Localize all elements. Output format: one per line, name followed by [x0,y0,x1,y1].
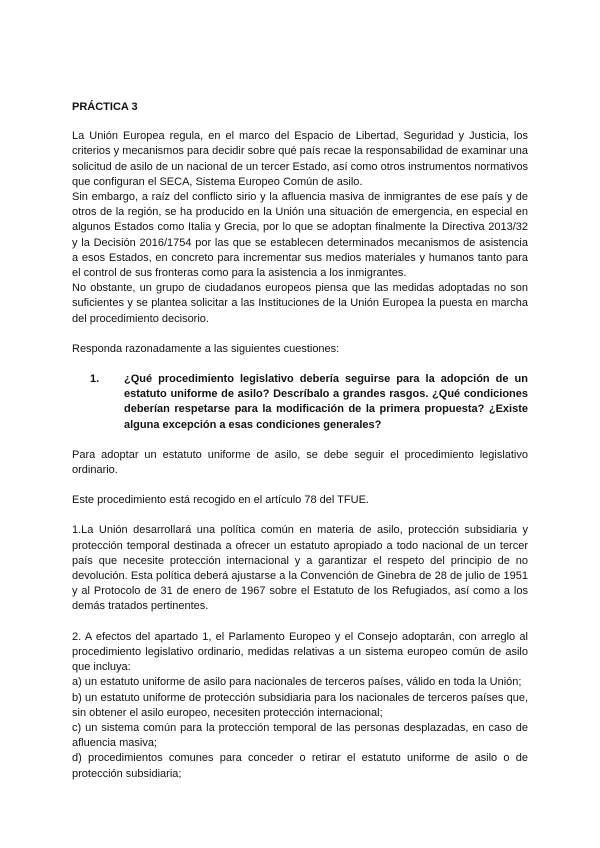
intro-section [72,129,528,327]
article-paragraph-1: 1.La Unión desarrollará una política común en materia de asilo, protección subsidiaria y protección temporal destinada a ofrecer un estatuto apropiado a todo nacional de un tercer país que necesite protección internacional y a garantizar el respeto del principio de no devolución. Esta política deberá ajustarse a la Convención de Ginebra de 28 de julio de 1951 y al Protocolo de 31 de enero de 1967 sobre el Estatuto de los Refugiados, así como a los demás tratados pertinentes. [72,524,528,613]
question-1 [72,372,528,433]
answer-paragraph-1: Para adoptar un estatuto uniforme de asilo, se debe seguir el procedimiento legislativo ordinario. [72,448,528,477]
answer-paragraph-2: Este procedimiento está recogido en el artículo 78 del TFUE. [72,494,369,507]
question-number: 1. [90,373,100,386]
article-paragraph-2-block [72,630,528,782]
intro-paragraph-2: Sin embargo, a raíz del conflicto sirio y la afluencia masiva de inmigrantes de ese país y de otros de la región, se ha producido en la Unión una situación de emergencia, en especial en algunos Estados como Italia y Grecia, por lo que se adoptan finalmente la Directiva 2013/32 y la Decisión 2016/1754 por las que se establecen determinados mecanismos de asistencia a esos Estados, en concreto para incrementar sus medios materiales y humanos tanto para el control de sus fronteras como para la asistencia a los inmigrantes. [72,191,528,280]
list-item-a: a) un estatuto uniforme de asilo para nacionales de terceros países, válido en toda la Unión; [72,676,522,689]
intro-paragraph-1: La Unión Europea regula, en el marco del Espacio de Libertad, Seguridad y Justicia, los criterios y mecanismos para decidir sobre qué país recae la responsabilidad de examinar una solicitud de asilo de un nacional de un tercer Estado, así como otros instrumentos normativos que configuran el SECA, Sistema Europeo Común de asilo. [72,130,528,188]
question-text: ¿Qué procedimiento legislativo debería seguirse para la adopción de un estatuto uniforme de asilo? Descríbalo a grandes rasgos. ¿Qué condiciones deberían respetarse para la modificación de la primera propuesta? ¿Existe alguna excepción a esas condiciones generales? [124,373,528,431]
instruction-text: Responda razonadamente a las siguientes cuestiones: [72,342,340,355]
article-paragraph-2: 2. A efectos del apartado 1, el Parlamento Europeo y el Consejo adoptarán, con arreglo al procedimiento legislativo ordinario, medidas relativas a un sistema europeo común de asilo que incluya: [72,630,528,674]
list-item-d: d) procedimientos comunes para conceder o retirar el estatuto uniforme de asilo o de protección subsidiaria; [72,752,528,780]
document-title: PRÁCTICA 3 [72,101,138,113]
intro-paragraph-3: No obstante, un grupo de ciudadanos europeos piensa que las medidas adoptadas no son suficientes y se plantea solicitar a las Instituciones de la Unión Europea la puesta en marcha del procedimiento decisorio. [72,282,528,325]
document-page [72,100,528,782]
list-item-b: b) un estatuto uniforme de protección subsidiaria para los nacionales de terceros países que, sin obtener el asilo europeo, necesiten protección internacional; [72,691,528,719]
list-item-c: c) un sistema común para la protección temporal de las personas desplazadas, en caso de afluencia masiva; [72,721,528,750]
